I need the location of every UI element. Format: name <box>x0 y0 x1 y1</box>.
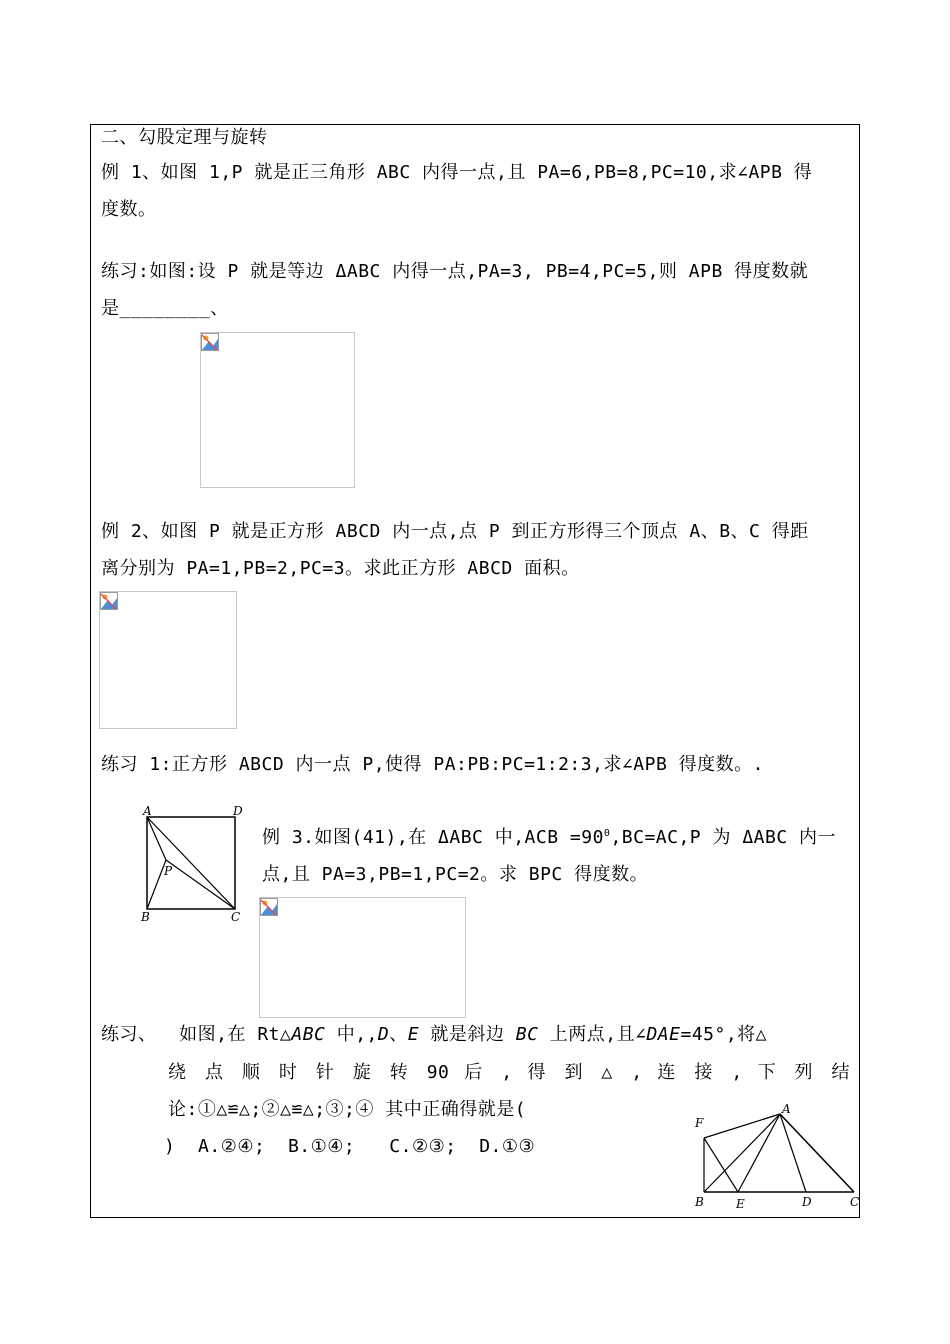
section-title: 二、勾股定理与旋转 <box>101 127 268 148</box>
diagonal-ac <box>147 817 235 909</box>
example3-line2: 点,且 PA=3,PB=1,PC=2。求 BPC 得度数。 <box>262 864 649 885</box>
label-a: A <box>143 804 152 818</box>
segment-pa <box>147 817 166 860</box>
practice1-line2: 是________、 <box>101 298 229 319</box>
segment-ad <box>780 1114 806 1192</box>
segment-fe <box>704 1138 738 1192</box>
label-f: F <box>695 1116 704 1130</box>
practice3-d: D <box>377 1024 390 1045</box>
image-placeholder-figure3 <box>259 897 466 1018</box>
practice3-text: 中,, <box>325 1024 378 1045</box>
image-placeholder-figure1 <box>200 332 355 488</box>
square-figure <box>138 802 250 926</box>
label-e: E <box>736 1197 745 1211</box>
practice3-e: E <box>407 1024 420 1045</box>
example1-line1: 例 1、如图 1,P 就是正三角形 ABC 内得一点,且 PA=6,PB=8,PC=10,求∠APB 得 <box>101 162 813 183</box>
practice3-text: 练习、 如图,在 Rt△ <box>101 1024 292 1045</box>
label-p: P <box>164 864 173 878</box>
practice3-dae: DAE <box>646 1024 681 1045</box>
degree-superscript: 0 <box>603 828 611 839</box>
label-b: B <box>695 1195 704 1209</box>
example1-line2: 度数。 <box>101 199 157 220</box>
broken-image-icon <box>100 592 118 610</box>
example3-line1-pre: 例 3.如图(41),在 ΔABC 中,ACB =90 <box>262 827 604 848</box>
label-c: C <box>231 910 241 924</box>
practice3-text: 就是斜边 <box>419 1024 516 1045</box>
practice3-line3: 论:①△≌△;②△≌△;③;④ 其中正确得就是( <box>168 1099 527 1120</box>
practice3-line1 <box>101 1024 767 1046</box>
practice3-text: =45°,将△ <box>680 1024 768 1045</box>
broken-image-icon <box>201 333 219 351</box>
image-placeholder-figure2 <box>99 591 237 729</box>
practice3-bc: BC <box>515 1024 539 1045</box>
segment-pc <box>166 860 235 909</box>
segment-ac <box>780 1114 854 1192</box>
label-d: D <box>233 804 243 818</box>
practice2-line1: 练习 1:正方形 ABCD 内一点 P,使得 PA:PB:PC=1:2:3,求∠APB 得度数。. <box>101 754 764 775</box>
label-a: A <box>782 1102 791 1116</box>
practice1-line1: 练习:如图:设 P 就是等边 ΔABC 内得一点,PA=3, PB=4,PC=5,则 APB 得度数就 <box>101 261 809 282</box>
broken-image-icon <box>260 898 278 916</box>
example2-line1: 例 2、如图 P 就是正方形 ABCD 内一点,点 P 到正方形得三个顶点 A、B、C 得距 <box>101 521 809 542</box>
example2-line2: 离分别为 PA=1,PB=2,PC=3。求此正方形 ABCD 面积。 <box>101 558 580 579</box>
practice3-answer-options: ) A.②④; B.①④; C.②③; D.①③ <box>164 1136 536 1157</box>
practice3-abc: ABC <box>291 1024 326 1045</box>
practice3-text: 上两点,且∠ <box>538 1024 647 1045</box>
practice3-line2: 绕 点 顺 时 针 旋 转 90 后 , 得 到 △ , 连 接 , 下 列 结 <box>168 1062 850 1083</box>
label-d: D <box>802 1195 812 1209</box>
label-c: C <box>850 1195 860 1209</box>
triangle-figure <box>692 1100 860 1214</box>
practice3-text: 、 <box>389 1024 408 1045</box>
example3-line1 <box>262 827 836 849</box>
example3-line1-post: ,BC=AC,P 为 ΔABC 内一 <box>610 827 837 848</box>
label-b: B <box>141 910 150 924</box>
